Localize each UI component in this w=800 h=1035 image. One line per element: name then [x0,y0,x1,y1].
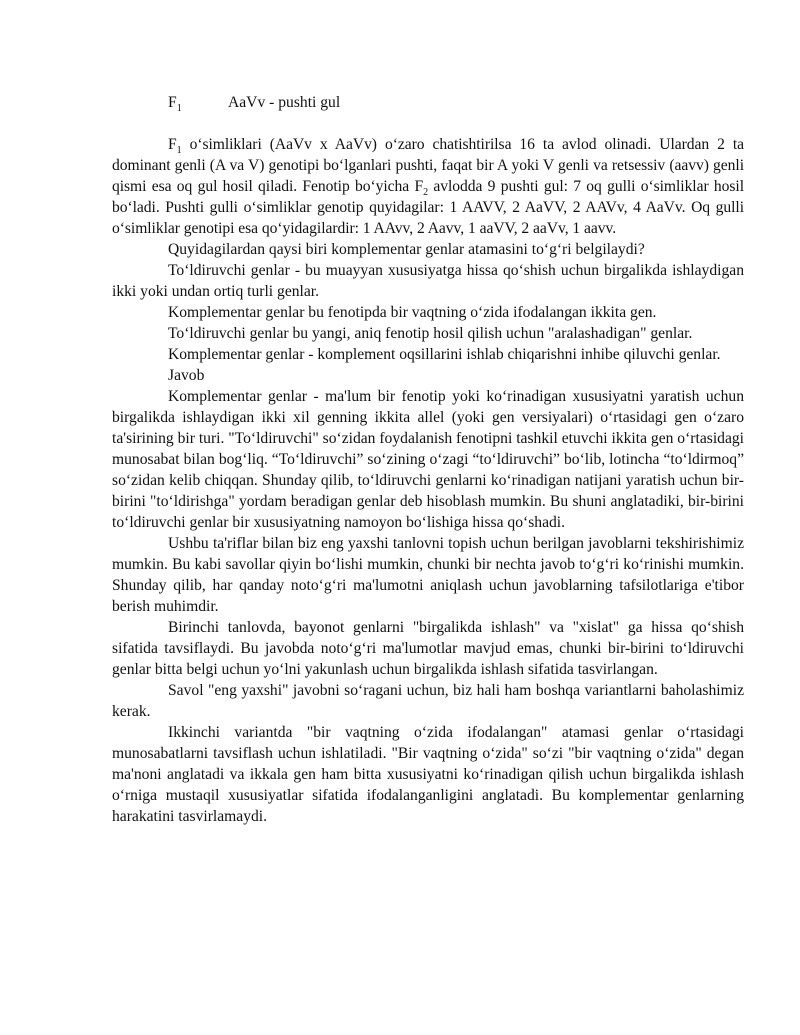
answer-paragraph-second-option: Ikkinchi variantda "bir vaqtning o‘zida ifodalangan" atamasi genlar o‘rtasidagi munosabatlarni tavsiflash uchun ishlatiladi. "Bir vaqtning o‘zida" so‘zi "bir vaqtning o‘zida" degan ma'noni anglatadi va ikkala gen ham bitta xususiyatni ko‘rinadigan qilish uchun birgalikda ishlash o‘rniga mustaqil xususiyatlar sifatida ifodalanganligini anglatadi. Bu komplementar genlarning harakatini tasvirlamaydi. [112,724,744,825]
answer-paragraph-first-option: Birinchi tanlovda, bayonot genlarni "birgalikda ishlash" va "xislat" ga hissa qo‘shish sifatida tavsiflaydi. Bu javobda noto‘g‘ri ma'lumotlar mavjud emas, chunki bir-birini to‘ldiruvchi genlar bitta belgi uchun yo‘lni yakunlash uchun birgalikda ishlash sifatida tasvirlangan. [112,619,744,678]
option-2-paragraph: Komplementar genlar bu fenotipda bir vaqtning o‘zida ifodalangan ikkita gen. [168,304,657,321]
generation-heading [112,92,744,113]
answer-paragraph-approach: Ushbu ta'riflar bilan biz eng yaxshi tanlovni topish uchun berilgan javoblarni tekshirishimiz mumkin. Bu kabi savollar qiyin bo‘lishi mumkin, chunki bir nechta javob to‘g‘ri ko‘rinishi mumkin. Shunday qilib, har qanday noto‘g‘ri ma'lumotni aniqlash uchun javoblarning tafsilotlariga e'tibor berish muhimdir. [112,535,744,615]
question-paragraph: Quyidagilardan qaysi biri komplementar genlar atamasini to‘g‘ri belgilaydi? [168,241,645,258]
generation-label: $F_1$ [168,94,182,115]
option-4-paragraph: Komplementar genlar - komplement oqsillarini ishlab chiqarishni inhibe qiluvchi genlar. [168,346,721,363]
document-page [112,92,744,827]
option-1-paragraph: To‘ldiruvchi genlar - bu muayyan xususiyatga hissa qo‘shish uchun birgalikda ishlaydigan ikki yoki undan ortiq turli genlar. [112,262,744,300]
generation-genotype: AaVv - pushti gul [228,94,341,111]
answer-paragraph-definition: Komplementar genlar - ma'lum bir fenotip yoki ko‘rinadigan xususiyatni yaratish uchun birgalikda ishlaydigan ikki xil genning ikkita allel (yoki gen versiyalari) o‘rtasidagi gen o‘zaro ta'sirining bir turi. "To‘ldiruvchi" so‘zidan foydalanish fenotipni tashkil etuvchi ikkita gen o‘rtasidagi munosabat bilan bog‘liq. “To‘ldiruvchi” so‘zining o‘zagi “to‘ldiruvchi” bo‘lib, lotincha “to‘ldirmoq” so‘zidan kelib chiqqan. Shunday qilib, to‘ldiruvchi genlarni ko‘rinadigan natijani yaratish uchun bir-birini "to‘ldirishga" yordam beradigan genlar deb hisoblash mumkin. Bu shuni anglatadiki, bir-birini to‘ldiruvchi genlar bir xususiyatning namoyon bo‘lishiga hissa qo‘shadi. [112,388,744,531]
intro-paragraph: $F_1$ o‘simliklari (AaVv x AaVv) o‘zaro chatishtirilsa 16 ta avlod olinadi. Ulardan 2 ta dominant genli (A va V) genotipi bo‘lganlari pushti, faqat bir A yoki V genli va retsessiv (aavv) genli qismi esa oq gul hosil qiladi. Fenotip bo‘yicha $F_2$ avlodda 9 pushti gul: 7 oq gulli o‘simliklar hosil bo‘ladi. Pushti gulli o‘simliklar genotip quyidagilar: 1 AAVV, 2 AaVV, 2 AAVv, 4 AaVv. Oq gulli o‘simliklar genotipi esa qo‘yidagilardir: 1 AAvv, 2 Aavv, 1 aaVV, 2 aaVv, 1 aavv. [112,136,744,237]
answer-paragraph-evaluate: Savol "eng yaxshi" javobni so‘ragani uchun, biz hali ham boshqa variantlarni baholashimiz kerak. [112,682,744,720]
answer-heading: Javob [168,367,205,384]
option-3-paragraph: To‘ldiruvchi genlar bu yangi, aniq fenotip hosil qilish uchun "aralashadigan" genlar. [168,325,693,342]
